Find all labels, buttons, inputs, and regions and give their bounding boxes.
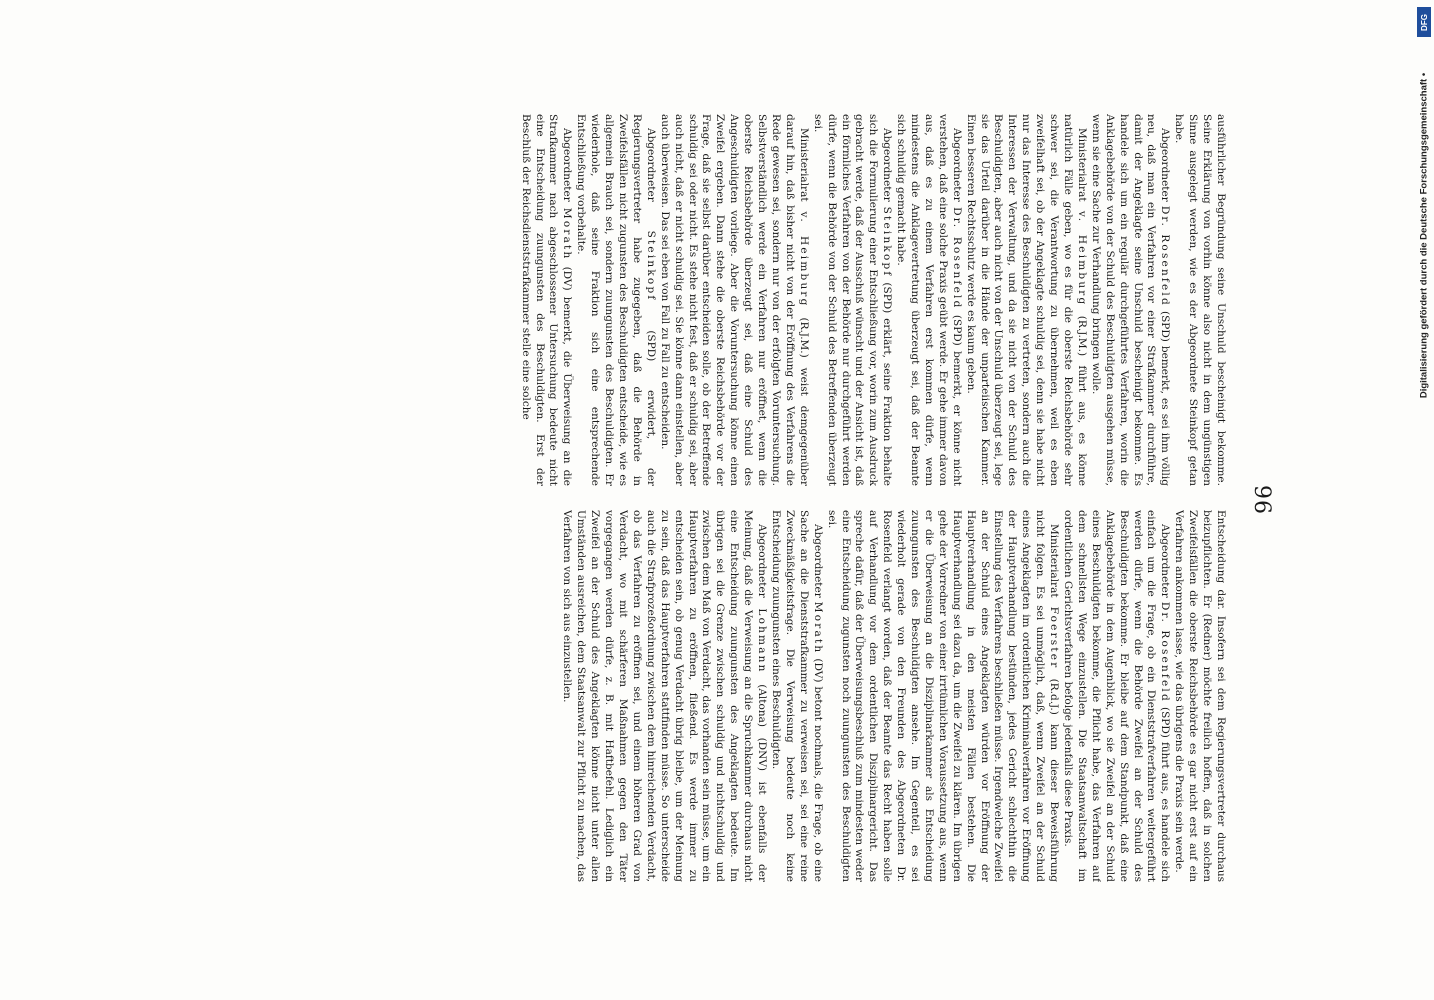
paragraph: ausführlicher Begründung seine Unschuld bescheinigt bekomme. Seine Erklärung von vorhin könne also nicht in dem ungünstigen Sinne ausgelegt werden, wie es der Abgeordnete Steinkopf getan habe.: [1173, 114, 1227, 486]
paragraph: Entscheidung dar. Insofern sei dem Regierungsvertreter durchaus beizupflichten. Er (Redner) möchte freilich hoffen, daß in solchen Zweifelsfällen die oberste Reichsbehörde es gar nicht erst auf ein Verfahren ankommen lasse, wie das übrigens die Praxis sein werde.: [1173, 510, 1227, 882]
paragraph: Abgeordneter Lohmann (Altona) (DNV) ist ebenfalls der Meinung, daß die Verweisung an die Spruchkammer durchaus nicht eine Entscheidung zuungunsten des Angeklagten bedeute. Im übrigen sei die Grenze zwischen schuldig und nichtschuldig und zwischen dem Maß von Verdacht, das vorhanden sein müsse, um ein Hauptverfahren zu eröffnen, fließend. Es werde immer zu entscheiden sein, ob genug Verdacht übrig bleibe, um der Meinung zu sein, daß das Hauptverfahren stattfinden müsse. So unterscheide auch die Strafprozeßordnung zwischen dem hinreichenden Verdacht, ob das Verfahren zu eröffnen sei, und einem höheren Grad von Verdacht, wo mit schärferen Maßnahmen gegen den Täter vorgegangen werden dürfe, z. B. mit Haftbefehl. Lediglich ein Zweifel an der Schuld des Angeklagten könne nicht unter allen Umständen ausreichen, dem Staatsanwalt zur Pflicht zu machen, das Verfahren von sich aus einzustellen.: [561, 510, 769, 882]
page-number: 96: [1249, 485, 1274, 515]
speaker-name: v. Heimburg: [1075, 210, 1088, 307]
speaker-name: Lohmann: [756, 608, 769, 674]
paragraph: Abgeordneter Steinkopf (SPD) erwidert, der Regierungsvertreter habe zugegeben, daß die Behörde in Zweifelsfällen nicht zugunsten des Beschuldigten entscheide, wie es allgemein Brauch sei, sondern zuungunsten des Beschuldigten. Er wiederhole, daß seine Fraktion sich eine entsprechende Entschließung vorbehalte.: [575, 114, 657, 486]
rotated-text-block: [152, 100, 1282, 900]
paragraph: Abgeordneter Steinkopf (SPD) erklärt, seine Fraktion behalte sich die Formulierung einer Entschließung vor, worin zum Ausdruck gebracht werde, daß der Ausschuß wünscht und der Ansicht ist, daß ein förmliches Verfahren von der Behörde nur durchgeführt werden dürfe, wenn die Behörde von der Schuld des Betreffenden überzeugt sei.: [811, 114, 894, 486]
paragraph: Abgeordneter Dr. Rosenfeld (SPD) führt aus, es handele sich einfach um die Frage, ob ein Dienststrafverfahren weitergeführt werden dürfe, wenn die Behörde Zweifel an der Schuld des Beschuldigten bekomme. Er bleibe auf dem Standpunkt, daß eine Anklagebehörde in dem Augenblick, wo sie Zweifel an der Schuld eines Beschuldigten bekomme, die Pflicht habe, das Verfahren auf dem schnellsten Wege einzustellen. Die Staatsanwaltschaft im ordentlichen Gerichtsverfahren befolge jedenfalls diese Praxis.: [1062, 510, 1172, 882]
speaker-name: Foerster: [1048, 606, 1061, 670]
paragraph: Abgeordneter Dr. Rosenfeld (SPD) bemerkt, es sei ihm völlig neu, daß man ein Verfahren vor einer Strafkammer durchführe, damit der Angeklagte seine Unschuld bescheinigt bekomme. Es handele sich um ein regulär durchgeführtes Verfahren, worin die Anklagebehörde von der Schuld des Beschuldigten ausgehen müsse, wenn sie eine Sache zur Verhandlung bringen wolle.: [1089, 114, 1172, 486]
paragraph: Ministerialrat v. Heimburg (R.J.M.) weist demgegenüber darauf hin, daß bisher nicht von der Eröffnung des Verfahrens die Rede gewesen sei, sondern nur von der erfolgten Voruntersuchung. Selbstverständlich werde ein Verfahren nur eröffnet, wenn die oberste Reichsbehörde überzeugt sei, daß eine Schuld des Angeschuldigten vorliege. Aber die Voruntersuchung könne einen Zweifel ergeben. Dann stehe die oberste Reichsbehörde vor der Frage, daß sie selbst darüber entscheiden solle, ob der Betreffende schuldig sei oder nicht. Es stehe nicht fest, daß er schuldig sei, aber auch nicht, daß er nicht schuldig sei. Sie könne dann einstellen, aber auch überweisen. Das sei eben von Fall zu Fall zu entscheiden.: [658, 114, 810, 486]
speaker-name: Steinkopf: [644, 230, 657, 302]
speaker-name: Morath: [561, 207, 574, 261]
paragraph: Abgeordneter Dr. Rosenfeld (SPD) bemerkt, er könne nicht verstehen, daß eine solche Praxis geübt werde. Er gehe immer davon aus, daß es zu einem Verfahren erst kommen dürfe, wenn mindestens die Anklagevertretung überzeugt sei, daß der Beamte sich schuldig gemacht habe.: [895, 114, 963, 486]
digitization-credit: Digitalisierung gefördert durch die Deutsche Forschungsgemeinschaft •: [1418, 72, 1430, 399]
speaker-name: v. Heimburg: [797, 211, 810, 308]
dfg-logo: DFG: [1417, 7, 1431, 37]
speaker-name: Steinkopf: [881, 206, 894, 278]
speaker-name: Dr. Rosenfeld: [1159, 601, 1172, 703]
speaker-name: Morath: [811, 601, 824, 655]
paragraph: Abgeordneter Morath (DV) betont nochmals, die Frage, ob eine Sache an die Dienststrafkammer zu verweisen sei, sei eine reine Zweckmäßigkeitsfrage. Die Verweisung bedeute noch keine Entscheidung zuungunsten eines Beschuldigten.: [770, 510, 824, 882]
speaker-name: Dr. Rosenfeld: [950, 207, 963, 310]
text-column-left: [162, 114, 1227, 486]
paragraph: Ministerialrat v. Heimburg (R.J.M.) führt aus, es könne natürlich Fälle geben, wo es für die oberste Reichsbehörde sehr schwer sei, die Verantwortung zu übernehmen, weil es eben zweifelhaft sei, ob der Angeklagte schuldig sei, denn sie habe nicht nur das Interesse des Beschuldigten zu vertreten, sondern auch die Interessen der Verwaltung, und da sie nicht von der Schuld des Beschuldigten, aber auch nicht von der Unschuld überzeugt sei, lege sie das Urteil darüber in die Hände der unparteiischen Kammer. Einen besseren Rechtsschutz werde es kaum geben.: [964, 114, 1088, 486]
paragraph: Abgeordneter Morath (DV) bemerkt, die Überweisung an die Strafkammer nach abgeschlossener Untersuchung bedeute nicht eine Entscheidung zuungunsten des Beschuldigten. Erst der Beschluß der Reichsdienststrafkammer stelle eine solche: [519, 114, 574, 486]
speaker-name: Dr. Rosenfeld: [1159, 205, 1172, 307]
paragraph: Ministerialrat Foerster (R.d.J.) kann dieser Beweisführung nicht folgen. Es sei unmöglich, daß, wenn Zweifel an der Schuld eines Angeklagten im ordentlichen Kriminalverfahren vor Eröffnung der Hauptverhandlung bestünden, jedes Gericht schlechthin die Einstellung des Verfahrens beschließen müsse. Irgendwelche Zweifel an der Schuld eines Angeklagten würden vor Eröffnung der Hauptverhandlung in den meisten Fällen bestehen. Die Hauptverhandlung sei dazu da, um die Zweifel zu klären. Im übrigen gehe der Vorredner von einer irrtümlichen Voraussetzung aus, wenn er die Überweisung an die Disziplinarkammer als Entscheidung zuungunsten des Beschuldigten ansehe. Im Gegenteil, es sei wiederholt gerade von den Freunden des Abgeordneten Dr. Rosenfeld verlangt worden, daß der Beamte das Recht haben solle auf Verhandlung vor dem ordentlichen Disziplinargericht. Das spreche dafür, daß der Überweisungsbeschluß zum mindesten weder eine Entscheidung zugunsten noch zuungunsten des Beschuldigten sei.: [825, 510, 1061, 882]
text-column-right: [162, 510, 1227, 882]
